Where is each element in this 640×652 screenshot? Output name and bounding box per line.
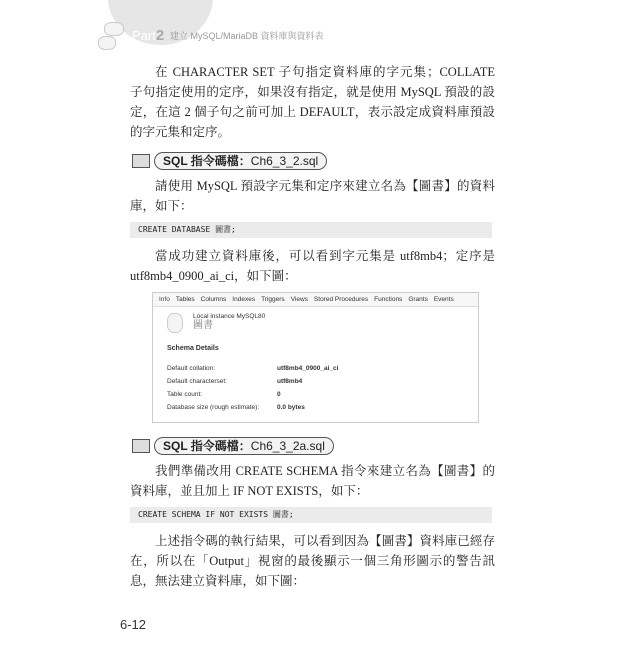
database-icon (98, 36, 116, 50)
tab-indexes[interactable]: Indexes (232, 296, 256, 303)
detail-key: Default collation: (167, 365, 216, 372)
tab-stored-procedures[interactable]: Stored Procedures (313, 296, 369, 303)
code-block: CREATE DATABASE 圖書; (130, 222, 492, 238)
detail-value: 0 (277, 391, 281, 398)
detail-key: Table count: (167, 391, 203, 398)
detail-key: Database size (rough estimate): (167, 404, 260, 411)
detail-row (153, 362, 478, 375)
paragraph: 請使用 MySQL 預設字元集和定序來建立名為【圖書】的資料庫，如下： (130, 179, 495, 213)
part-label: Part2 (132, 27, 165, 44)
workbench-screenshot (152, 292, 479, 423)
tab-events[interactable]: Events (433, 296, 454, 303)
tab-views[interactable]: Views (290, 296, 308, 303)
tab-info[interactable]: Info (159, 296, 170, 303)
paragraph: 上述指令碼的執行結果，可以看到因為【圖書】資料庫已經存在，所以在「Output」視窗的最後顯示一個三角形圖示的警告訊息，無法建立資料庫，如下圖： (130, 534, 495, 588)
sql-file-badge: SQL 指令碼檔：Ch6_3_2.sql (132, 152, 495, 170)
detail-row (153, 401, 478, 414)
detail-key: Default characterset: (167, 378, 227, 385)
database-icon (167, 313, 183, 333)
tab-triggers[interactable]: Triggers (261, 296, 285, 303)
detail-row (153, 375, 478, 388)
paragraph: 當成功建立資料庫後，可以看到字元集是 utf8mb4；定序是 utf8mb4_0900_ai_ci，如下圖： (130, 249, 496, 283)
paragraph: 我們準備改用 CREATE SCHEMA 指令來建立名為【圖書】的資料庫，並且加上 IF NOT EXISTS，如下： (130, 464, 495, 498)
schema-name: 圖書 (193, 320, 213, 331)
detail-value: 0.0 bytes (277, 404, 305, 411)
instance-info (153, 307, 478, 333)
page-number: 6-12 (120, 617, 147, 632)
tab-functions[interactable]: Functions (374, 296, 403, 303)
tab-columns[interactable]: Columns (200, 296, 227, 303)
instance-name: Local instance MySQL80 (193, 313, 266, 320)
computer-icon (132, 439, 150, 453)
computer-icon (132, 154, 150, 168)
detail-row (153, 388, 478, 401)
code-block: CREATE SCHEMA IF NOT EXISTS 圖書; (130, 507, 492, 523)
page-body (130, 0, 495, 617)
detail-value: utf8mb4 (277, 378, 303, 385)
detail-value: utf8mb4_0900_ai_ci (277, 365, 339, 372)
schema-tabs (153, 293, 478, 307)
paragraph: 在 CHARACTER SET 子句指定資料庫的字元集；COLLATE 子句指定使用的定序，如果沒有指定，就是使用 MySQL 預設的設定，在這 2 個子句之前可加上 DEFAULT，表示設定成資料庫預設的字元集和定序。 (130, 65, 495, 139)
tab-grants[interactable]: Grants (408, 296, 428, 303)
sql-file-badge: SQL 指令碼檔：Ch6_3_2a.sql (132, 437, 495, 455)
section-title: Schema Details (167, 345, 219, 352)
database-icon (104, 22, 124, 36)
tab-tables[interactable]: Tables (175, 296, 195, 303)
chapter-title: 建立 MySQL/MariaDB 資料庫與資料表 (170, 31, 324, 41)
